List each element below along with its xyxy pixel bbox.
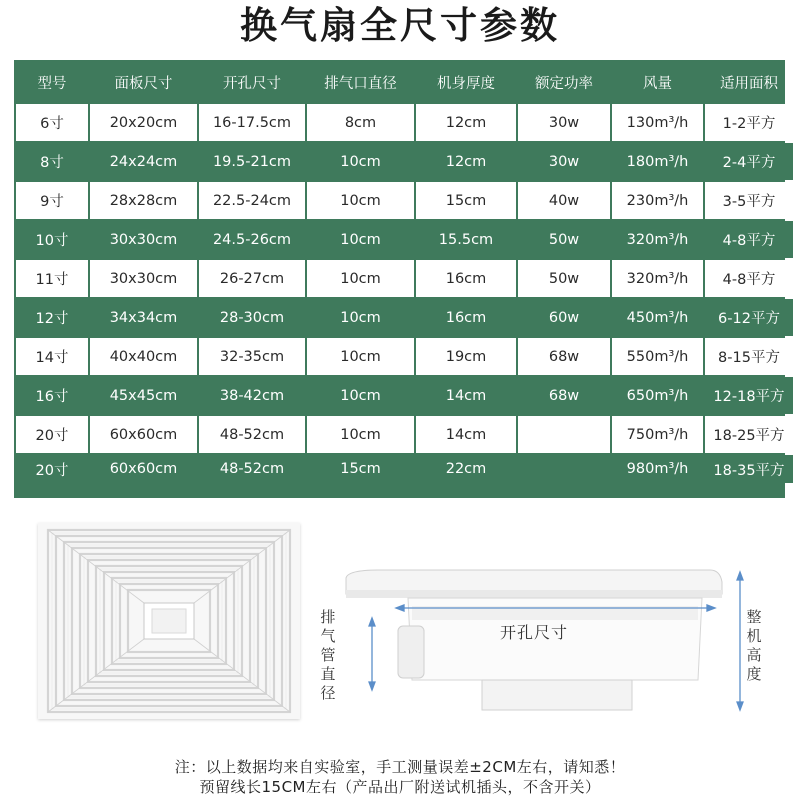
cell-opening-size: 22.5-24cm bbox=[199, 182, 305, 219]
cell-body-thickness: 12cm bbox=[416, 104, 516, 141]
cell-body-thickness: 15cm bbox=[416, 182, 516, 219]
cell-model: 11寸 bbox=[16, 260, 88, 297]
table-row bbox=[16, 416, 793, 453]
cell-body-thickness: 12cm bbox=[416, 143, 516, 180]
table-row bbox=[16, 104, 793, 141]
cell-exhaust-diameter: 10cm bbox=[307, 221, 414, 258]
cell-exhaust-diameter: 8cm bbox=[307, 104, 414, 141]
note-line-1: 注：以上数据均来自实验室，手工测量误差±2CM左右，请知悉！ bbox=[174, 758, 626, 776]
cell-model: 10寸 bbox=[16, 221, 88, 258]
header-rated-power: 额定功率 bbox=[535, 75, 593, 92]
cell-panel-size: 20x20cm bbox=[90, 104, 197, 141]
table-header-row bbox=[16, 62, 793, 102]
cell-airflow: 130m³/h bbox=[612, 104, 703, 141]
header-model: 型号 bbox=[37, 75, 67, 92]
cell-exhaust-diameter: 10cm bbox=[307, 143, 414, 180]
cell-body-thickness: 16cm bbox=[416, 260, 516, 297]
cell-rated-power bbox=[518, 416, 610, 453]
table-row bbox=[16, 143, 793, 180]
cell-opening-size: 48-52cm bbox=[199, 455, 305, 483]
cell-rated-power: 40w bbox=[518, 182, 610, 219]
cell-applicable-area: 2-4平方 bbox=[705, 143, 793, 180]
cell-opening-size: 19.5-21cm bbox=[199, 143, 305, 180]
cell-exhaust-diameter: 10cm bbox=[307, 182, 414, 219]
header-body-thickness: 机身厚度 bbox=[437, 75, 495, 92]
cell-airflow: 980m³/h bbox=[612, 455, 703, 483]
cell-opening-size: 38-42cm bbox=[199, 377, 305, 414]
cell-exhaust-diameter: 10cm bbox=[307, 338, 414, 375]
table-row bbox=[16, 221, 793, 258]
cell-panel-size: 24x24cm bbox=[90, 143, 197, 180]
cell-panel-size: 60x60cm bbox=[90, 416, 197, 453]
cell-opening-size: 24.5-26cm bbox=[199, 221, 305, 258]
table-row bbox=[16, 182, 793, 219]
spec-table-container bbox=[14, 60, 785, 498]
cell-rated-power: 50w bbox=[518, 221, 610, 258]
cell-exhaust-diameter: 10cm bbox=[307, 416, 414, 453]
table-row bbox=[16, 338, 793, 375]
cell-opening-size: 16-17.5cm bbox=[199, 104, 305, 141]
cell-body-thickness: 22cm bbox=[416, 455, 516, 483]
cell-rated-power: 30w bbox=[518, 104, 610, 141]
cell-exhaust-diameter: 10cm bbox=[307, 260, 414, 297]
cell-panel-size: 45x45cm bbox=[90, 377, 197, 414]
cell-rated-power: 50w bbox=[518, 260, 610, 297]
cell-panel-size: 28x28cm bbox=[90, 182, 197, 219]
cell-body-thickness: 14cm bbox=[416, 377, 516, 414]
cell-model: 20寸 bbox=[16, 416, 88, 453]
cell-model: 6寸 bbox=[16, 104, 88, 141]
cell-rated-power: 68w bbox=[518, 377, 610, 414]
cell-applicable-area: 1-2平方 bbox=[705, 104, 793, 141]
cell-panel-size: 30x30cm bbox=[90, 260, 197, 297]
header-exhaust-diameter: 排气口直径 bbox=[324, 75, 397, 92]
page-title: 换气扇全尺寸参数 bbox=[240, 4, 560, 47]
header-panel-size: 面板尺寸 bbox=[114, 75, 173, 92]
cell-opening-size: 28-30cm bbox=[199, 299, 305, 336]
cell-panel-size: 30x30cm bbox=[90, 221, 197, 258]
cell-airflow: 550m³/h bbox=[612, 338, 703, 375]
cell-exhaust-diameter: 10cm bbox=[307, 299, 414, 336]
cell-body-thickness: 16cm bbox=[416, 299, 516, 336]
cell-exhaust-diameter: 15cm bbox=[307, 455, 414, 483]
header-airflow: 风量 bbox=[643, 75, 672, 92]
overall-height-label: 整机高度 bbox=[746, 608, 762, 683]
cell-opening-size: 48-52cm bbox=[199, 416, 305, 453]
cell-applicable-area: 4-8平方 bbox=[705, 221, 793, 258]
cell-panel-size: 40x40cm bbox=[90, 338, 197, 375]
cell-applicable-area: 12-18平方 bbox=[705, 377, 793, 414]
cell-body-thickness: 14cm bbox=[416, 416, 516, 453]
cell-applicable-area: 8-15平方 bbox=[705, 338, 793, 375]
cell-model: 16寸 bbox=[16, 377, 88, 414]
cell-model: 8寸 bbox=[16, 143, 88, 180]
note-line-2: 预留线长15CM左右（产品出厂附送试机插头，不含开关） bbox=[199, 778, 601, 796]
cell-panel-size: 34x34cm bbox=[90, 299, 197, 336]
cell-model: 12寸 bbox=[16, 299, 88, 336]
cell-applicable-area: 18-25平方 bbox=[705, 416, 793, 453]
header-applicable-area: 适用面积 bbox=[720, 75, 778, 92]
cell-opening-size: 26-27cm bbox=[199, 260, 305, 297]
cell-applicable-area: 3-5平方 bbox=[705, 182, 793, 219]
duct-diameter-label: 排气管直径 bbox=[320, 608, 336, 702]
cell-applicable-area: 4-8平方 bbox=[705, 260, 793, 297]
table-row bbox=[16, 455, 793, 483]
table-row bbox=[16, 299, 793, 336]
cell-opening-size: 32-35cm bbox=[199, 338, 305, 375]
fan-grille-front-view bbox=[38, 523, 300, 719]
cell-panel-size: 60x60cm bbox=[90, 455, 197, 483]
cell-rated-power bbox=[518, 455, 610, 483]
cell-applicable-area: 6-12平方 bbox=[705, 299, 793, 336]
cell-exhaust-diameter: 10cm bbox=[307, 377, 414, 414]
cell-model: 20寸 bbox=[16, 455, 88, 483]
opening-size-label: 开孔尺寸 bbox=[500, 623, 569, 642]
cell-body-thickness: 19cm bbox=[416, 338, 516, 375]
grille-illustration bbox=[38, 523, 300, 719]
cell-airflow: 230m³/h bbox=[612, 182, 703, 219]
table-row bbox=[16, 377, 793, 414]
cell-rated-power: 68w bbox=[518, 338, 610, 375]
header-opening-size: 开孔尺寸 bbox=[223, 75, 281, 92]
cell-rated-power: 60w bbox=[518, 299, 610, 336]
cell-airflow: 180m³/h bbox=[612, 143, 703, 180]
cell-airflow: 320m³/h bbox=[612, 260, 703, 297]
cell-rated-power: 30w bbox=[518, 143, 610, 180]
cell-airflow: 320m³/h bbox=[612, 221, 703, 258]
cell-body-thickness: 15.5cm bbox=[416, 221, 516, 258]
table-row bbox=[16, 260, 793, 297]
cell-airflow: 450m³/h bbox=[612, 299, 703, 336]
cell-applicable-area: 18-35平方 bbox=[705, 455, 793, 483]
spec-table bbox=[14, 60, 795, 485]
cell-model: 9寸 bbox=[16, 182, 88, 219]
cell-model: 14寸 bbox=[16, 338, 88, 375]
cell-airflow: 650m³/h bbox=[612, 377, 703, 414]
cell-airflow: 750m³/h bbox=[612, 416, 703, 453]
